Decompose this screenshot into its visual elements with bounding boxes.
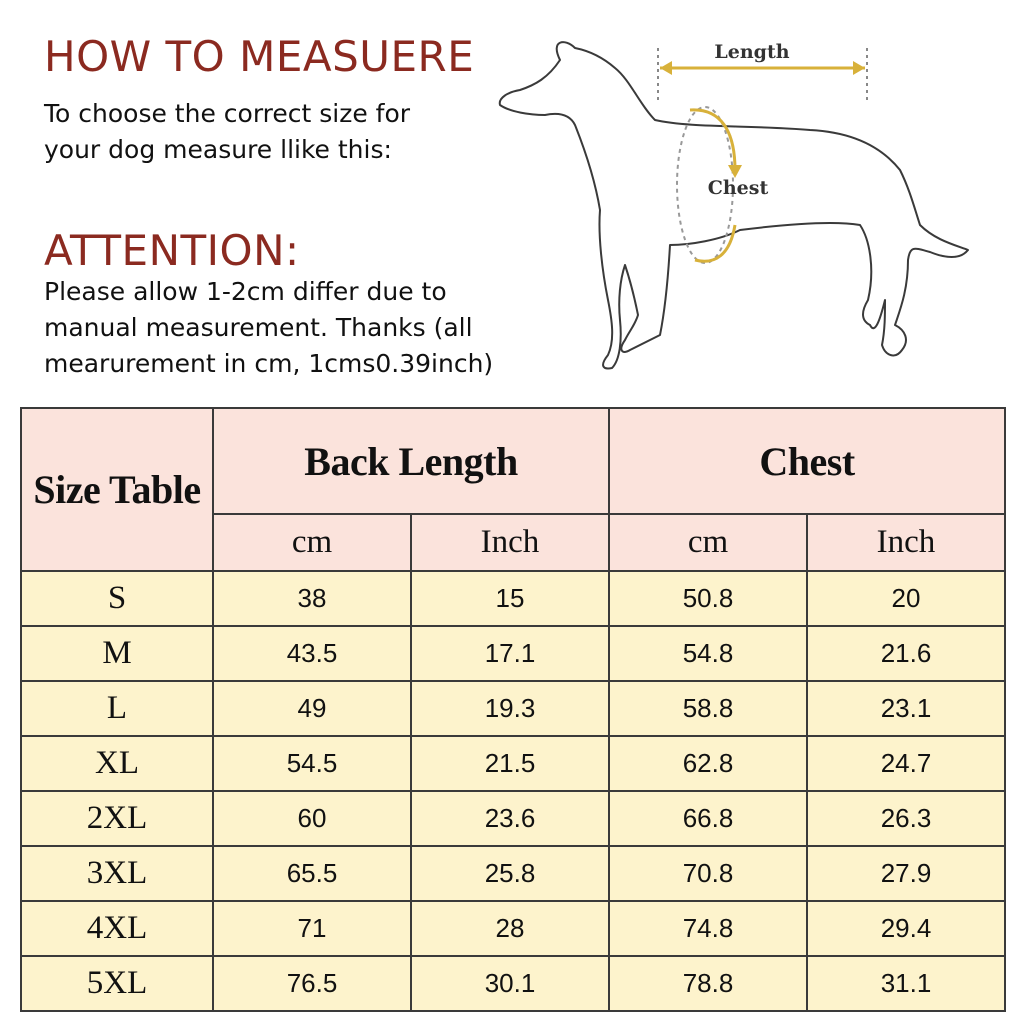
note-line: mearurement in cm, 1cms0.39inch): [44, 349, 494, 378]
note-text: [44, 274, 493, 382]
value-cell: 25.8: [411, 846, 609, 901]
value-cell: 78.8: [609, 956, 807, 1011]
table-row: [21, 736, 1005, 791]
size-cell: 3XL: [21, 846, 213, 901]
value-cell: 66.8: [609, 791, 807, 846]
unit-header: Inch: [807, 514, 1005, 571]
back-length-header: Back Length: [213, 408, 609, 514]
value-cell: 23.1: [807, 681, 1005, 736]
value-cell: 70.8: [609, 846, 807, 901]
intro-line: your dog measure llike this:: [44, 135, 392, 164]
value-cell: 15: [411, 571, 609, 626]
value-cell: 50.8: [609, 571, 807, 626]
intro-text: [44, 96, 410, 168]
value-cell: 31.1: [807, 956, 1005, 1011]
chest-header: Chest: [609, 408, 1005, 514]
value-cell: 29.4: [807, 901, 1005, 956]
table-row: [21, 846, 1005, 901]
size-cell: 5XL: [21, 956, 213, 1011]
size-table-corner: Size Table: [21, 408, 213, 571]
value-cell: 38: [213, 571, 411, 626]
table-row: [21, 626, 1005, 681]
page-title: HOW TO MEASUERE: [44, 32, 475, 81]
length-label: Length: [714, 41, 790, 63]
value-cell: 60: [213, 791, 411, 846]
size-cell: L: [21, 681, 213, 736]
value-cell: 20: [807, 571, 1005, 626]
unit-header: cm: [213, 514, 411, 571]
unit-header: Inch: [411, 514, 609, 571]
size-cell: S: [21, 571, 213, 626]
table-row: [21, 901, 1005, 956]
value-cell: 43.5: [213, 626, 411, 681]
value-cell: 24.7: [807, 736, 1005, 791]
table-row: [21, 571, 1005, 626]
note-line: manual measurement. Thanks (all: [44, 313, 473, 342]
size-cell: XL: [21, 736, 213, 791]
value-cell: 76.5: [213, 956, 411, 1011]
intro-line: To choose the correct size for: [44, 99, 411, 128]
value-cell: 27.9: [807, 846, 1005, 901]
value-cell: 54.5: [213, 736, 411, 791]
chest-label: Chest: [707, 177, 769, 199]
value-cell: 17.1: [411, 626, 609, 681]
value-cell: 74.8: [609, 901, 807, 956]
value-cell: 49: [213, 681, 411, 736]
value-cell: 26.3: [807, 791, 1005, 846]
size-cell: 2XL: [21, 791, 213, 846]
value-cell: 71: [213, 901, 411, 956]
unit-header: cm: [609, 514, 807, 571]
dog-measure-diagram: [490, 20, 990, 405]
value-cell: 58.8: [609, 681, 807, 736]
dog-outline-icon: [500, 42, 968, 368]
value-cell: 30.1: [411, 956, 609, 1011]
value-cell: 19.3: [411, 681, 609, 736]
value-cell: 54.8: [609, 626, 807, 681]
value-cell: 21.5: [411, 736, 609, 791]
table-row: [21, 681, 1005, 736]
value-cell: 28: [411, 901, 609, 956]
value-cell: 65.5: [213, 846, 411, 901]
size-cell: M: [21, 626, 213, 681]
value-cell: 62.8: [609, 736, 807, 791]
table-row: [21, 956, 1005, 1011]
size-table: [20, 407, 1006, 1012]
table-row: [21, 791, 1005, 846]
value-cell: 21.6: [807, 626, 1005, 681]
note-line: Please allow 1-2cm differ due to: [44, 277, 447, 306]
size-cell: 4XL: [21, 901, 213, 956]
value-cell: 23.6: [411, 791, 609, 846]
attention-title: ATTENTION:: [44, 226, 300, 275]
